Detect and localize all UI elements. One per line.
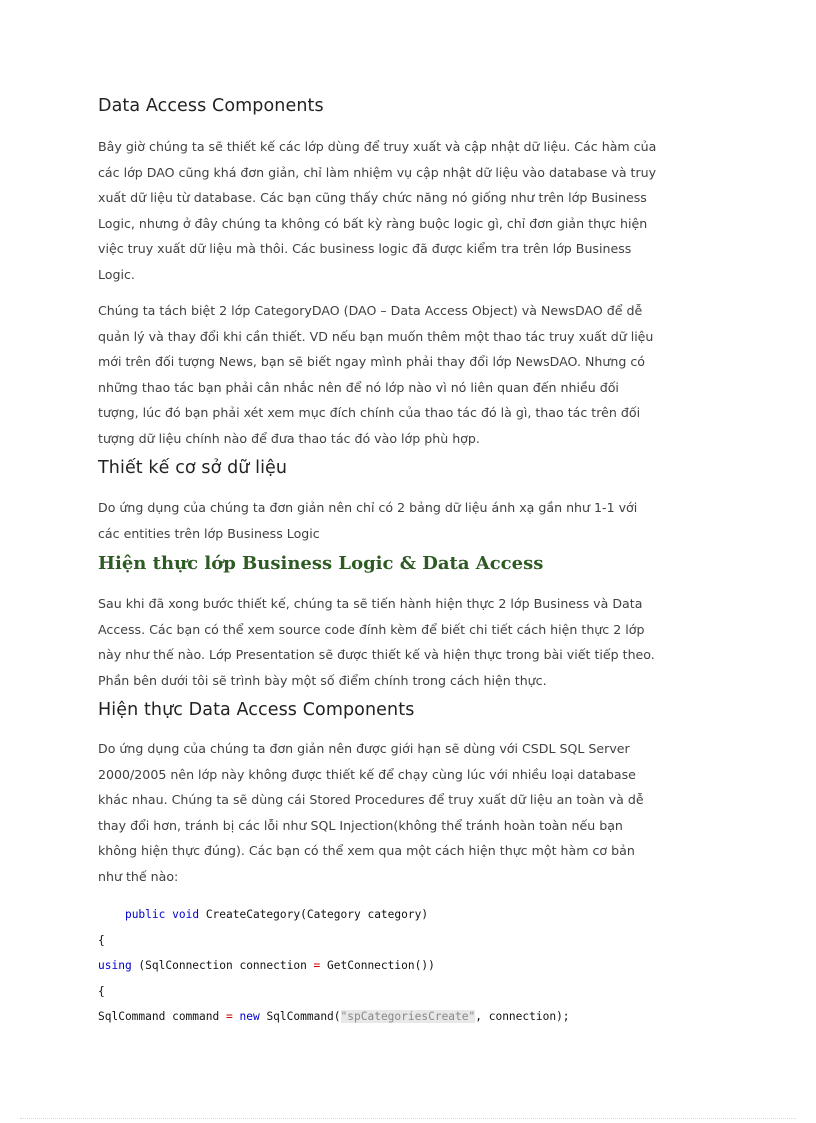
paragraph-line: những thao tác bạn phải cân nhắc nên để nó lớp nào vì nó liên quan đến nhiều đối [98,379,619,395]
paragraph-line: Access. Các bạn có thể xem source code đính kèm để biết chi tiết cách hiện thực 2 lớp [98,621,645,637]
paragraph-line: Chúng ta tách biệt 2 lớp CategoryDAO (DAO – Data Access Object) và NewsDAO để dễ [98,303,643,318]
code-operator: = [225,1010,233,1023]
paragraph-dao-separation [98,298,713,452]
code-line-using [98,959,435,972]
paragraph-line: 2000/2005 nên lớp này không được thiết kế để chạy cùng lúc với nhiều loại database [98,766,636,782]
paragraph-line: khác nhau. Chúng ta sẽ dùng cái Stored Procedures để truy xuất dữ liệu an toàn và dễ [98,792,644,808]
code-keyword: using [98,959,132,972]
code-text: (SqlConnection connection [131,959,314,972]
code-keyword: public [124,908,166,921]
paragraph-line: mới trên đối tượng News, bạn sẽ biết ngay mình phải thay đổi lớp NewsDAO. Nhưng có [98,354,645,370]
code-line-sqlcommand [98,1010,570,1023]
code-text: , connection); [475,1010,570,1023]
heading-database-design: Thiết kế cơ sở dữ liệu [98,458,288,478]
paragraph-intro [98,134,713,288]
code-indent [98,908,125,921]
code-line-open-brace: { [98,934,105,947]
code-line-open-brace: { [98,985,105,998]
code-line-method-signature [98,908,428,921]
paragraph-line: này như thế nào. Lớp Presentation sẽ được thiết kế và hiện thực trong bài viết tiếp theo. [98,647,655,663]
paragraph-database-design [98,495,713,546]
paragraph-line: xuất dữ liệu từ database. Các bạn cũng thấy chức năng nó giống như trên lớp Business [98,190,647,206]
heading-implement-data-access: Hiện thực Data Access Components [98,700,415,720]
code-text: GetConnection()) [320,959,435,972]
code-text: SqlCommand command [98,1010,226,1023]
heading-implement-layers: Hiện thực lớp Business Logic & Data Access [98,553,544,574]
paragraph-line: Bây giờ chúng ta sẽ thiết kế các lớp dùng để truy xuất và cập nhật dữ liệu. Các hàm của [98,139,657,154]
paragraph-line: thay đổi hơn, tránh bị các lỗi như SQL Injection(không thể tránh hoàn toàn nếu bạn [98,817,623,833]
paragraph-line: Phần bên dưới tôi sẽ trình bày một số điểm chính trong cách hiện thực. [98,672,547,688]
page-bottom-divider [20,1118,796,1119]
code-string-literal: "spCategoriesCreate" [340,1010,476,1023]
code-keyword: new [239,1010,260,1023]
paragraph-line: như thế nào: [98,868,179,884]
paragraph-line: tượng dữ liệu chính nào để đưa thao tác đó vào lớp phù hợp. [98,430,480,446]
paragraph-line: Logic. [98,266,135,282]
paragraph-implementation [98,591,713,693]
paragraph-line: quản lý và thay đổi khi cần thiết. VD nếu bạn muốn thêm một thao tác truy xuất dữ liệu [98,328,654,344]
paragraph-line: các lớp DAO cũng khá đơn giản, chỉ làm nhiệm vụ cập nhật dữ liệu vào database và truy [98,164,657,180]
paragraph-line: Do ứng dụng của chúng ta đơn giản nên chỉ có 2 bảng dữ liệu ánh xạ gần như 1-1 với [98,500,638,515]
code-text: CreateCategory(Category category) [199,908,429,921]
code-keyword: void [172,908,200,921]
paragraph-line: không hiện thực đúng). Các bạn có thể xem qua một cách hiện thực một hàm cơ bản [98,843,635,859]
paragraph-sql-server [98,736,713,890]
paragraph-line: các entities trên lớp Business Logic [98,525,320,541]
paragraph-line: tượng, lúc đó bạn phải xét xem mục đích chính của thao tác đó là gì, thao tác trên đối [98,405,641,421]
code-operator: = [313,959,321,972]
paragraph-line: Logic, nhưng ở đây chúng ta không có bất kỳ ràng buộc logic gì, chỉ đơn giản thực hiện [98,215,648,231]
code-text: SqlCommand( [259,1010,341,1023]
heading-data-access-components: Data Access Components [98,96,324,116]
paragraph-line: Sau khi đã xong bước thiết kế, chúng ta sẽ tiến hành hiện thực 2 lớp Business và Data [98,596,643,611]
paragraph-line: Do ứng dụng của chúng ta đơn giản nên được giới hạn sẽ dùng với CSDL SQL Server [98,741,630,756]
paragraph-line: việc truy xuất dữ liệu mà thôi. Các business logic đã được kiểm tra trên lớp Business [98,241,632,257]
